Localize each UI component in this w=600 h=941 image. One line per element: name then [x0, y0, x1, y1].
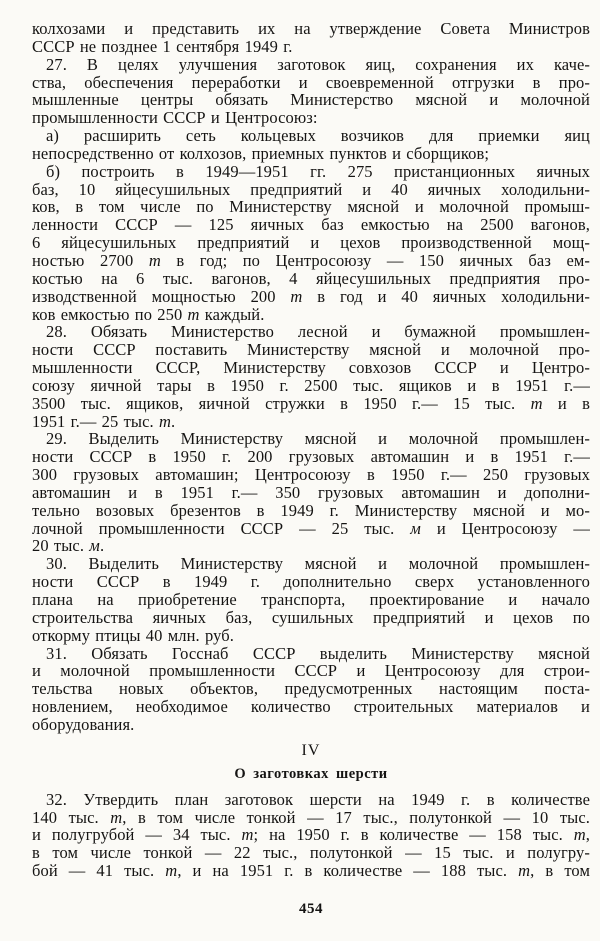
text-line: оборудования. — [32, 714, 135, 734]
text-line: ности СССР в 1949 г. дополнительно сверх установленного — [32, 572, 590, 592]
text-line: колхозами и представить их на утверждение Совета Министров — [32, 19, 590, 38]
text-line: откорму птицы 40 млн. руб. — [32, 625, 234, 645]
text-line: бой — 41 тыс. т, и на 1951 г. в количестве — 188 тыс. т, в том — [32, 861, 590, 881]
text-line: союзу яичной тары в 1950 г. 2500 тыс. ящиков и в 1951 г.— — [32, 375, 590, 395]
text-line: ков емкостью по 250 т каждый. — [32, 304, 265, 324]
text-line: и полугрубой — 34 тыс. т; на 1950 г. в количестве — 158 тыс. т, — [32, 825, 590, 845]
text-line: 30. Выделить Министерству мясной и молочной промышлен- — [46, 554, 590, 574]
text-line: ности СССР поставить Министерству мясной и молочной про- — [32, 340, 590, 360]
text-line: ства, обеспечения переработки и своевременной отгрузки в про- — [32, 72, 590, 92]
text-line: 300 грузовых автомашин; Центросоюзу в 1950 г.— 250 грузовых — [32, 465, 590, 485]
text-line: 140 тыс. т, в том числе тонкой — 17 тыс., полутонкой — 10 тыс. — [32, 807, 590, 827]
text-line: ностью 2700 т в год; по Центросоюзу — 150 яичных баз ем- — [32, 250, 591, 270]
text-line: 20 тыс. м. — [32, 536, 105, 556]
text-line: лочной промышленности СССР — 25 тыс. м и Центросоюзу — — [32, 518, 590, 538]
text-line: 31. Обязать Госснаб СССР выделить Министерству мясной — [46, 643, 590, 663]
text-line: тельно возовых брезентов в 1949 г. Министерству мясной и мо- — [32, 500, 590, 520]
text-line: плана на приобретение транспорта, проектирование и начало — [32, 590, 590, 609]
text-line: изводственной мощностью 200 т в год и 40 яичных холодильни- — [32, 286, 590, 306]
text-line: промышленности СССР и Центросоюз: — [32, 108, 318, 128]
text-line: ков, в том числе по Министерству мясной и молочной промыш- — [32, 197, 590, 217]
text-line: ленности СССР — 125 яичных баз емкостью на 2500 вагонов, — [32, 215, 590, 235]
text-body — [32, 20, 590, 880]
text-line: тельства новых объектов, предусмотренных настоящим поста- — [32, 679, 590, 699]
text-line: 27. В целях улучшения заготовок яиц, сохранения их каче- — [46, 54, 590, 74]
section-subheading: О заготовках шерсти — [234, 765, 388, 782]
text-line: баз, 10 яйцесушильных предприятий и 40 яичных холодильни- — [32, 179, 590, 199]
text-line: 3500 тыс. ящиков, яичной стружки в 1950 г.— 15 тыс. т и в — [32, 393, 590, 413]
page-number: 454 — [299, 900, 323, 917]
text-line: в том числе тонкой — 22 тыс., полутонкой — 15 тыс. и полугру- — [32, 843, 590, 863]
text-line: б) построить в 1949—1951 гг. 275 пристанционных яичных — [46, 161, 590, 181]
text-line: 6 яйцесушильных предприятий и цехов производственной мощ- — [32, 233, 590, 253]
text-line: 32. Утвердить план заготовок шерсти на 1949 г. в количестве — [46, 789, 590, 809]
text-line: а) расширить сеть кольцевых возчиков для приемки яиц — [46, 126, 590, 146]
text-line: и молочной промышленности СССР и Центросоюзу для строи- — [32, 661, 590, 681]
section-heading: IV — [301, 741, 321, 759]
text-line: мышленности СССР, Министерству совхозов СССР и Центро- — [32, 358, 590, 378]
text-line: ности СССР в 1950 г. 200 грузовых автомашин и в 1951 г.— — [32, 447, 590, 467]
text-line: непосредственно от колхозов, приемных пунктов и сборщиков; — [32, 143, 490, 163]
text-line: 1951 г.— 25 тыс. т. — [32, 411, 176, 431]
text-line: костью на 6 тыс. вагонов, 4 яйцесушильных предприятия про- — [32, 268, 590, 288]
text-line: мышленные центры обязать Министерство мясной и молочной — [32, 90, 590, 110]
text-line: строительства яичных баз, сушильных предприятий и цехов по — [32, 607, 590, 627]
text-line: 29. Выделить Министерству мясной и молочной промышлен- — [46, 429, 590, 449]
text-line: автомашин и в 1951 г.— 350 грузовых автомашин и дополни- — [32, 482, 590, 502]
text-line: СССР не позднее 1 сентября 1949 г. — [32, 36, 293, 56]
text-line: новлением, необходимое количество строительных материалов и — [32, 697, 590, 717]
text-line: 28. Обязать Министерство лесной и бумажной промышлен- — [46, 322, 590, 342]
